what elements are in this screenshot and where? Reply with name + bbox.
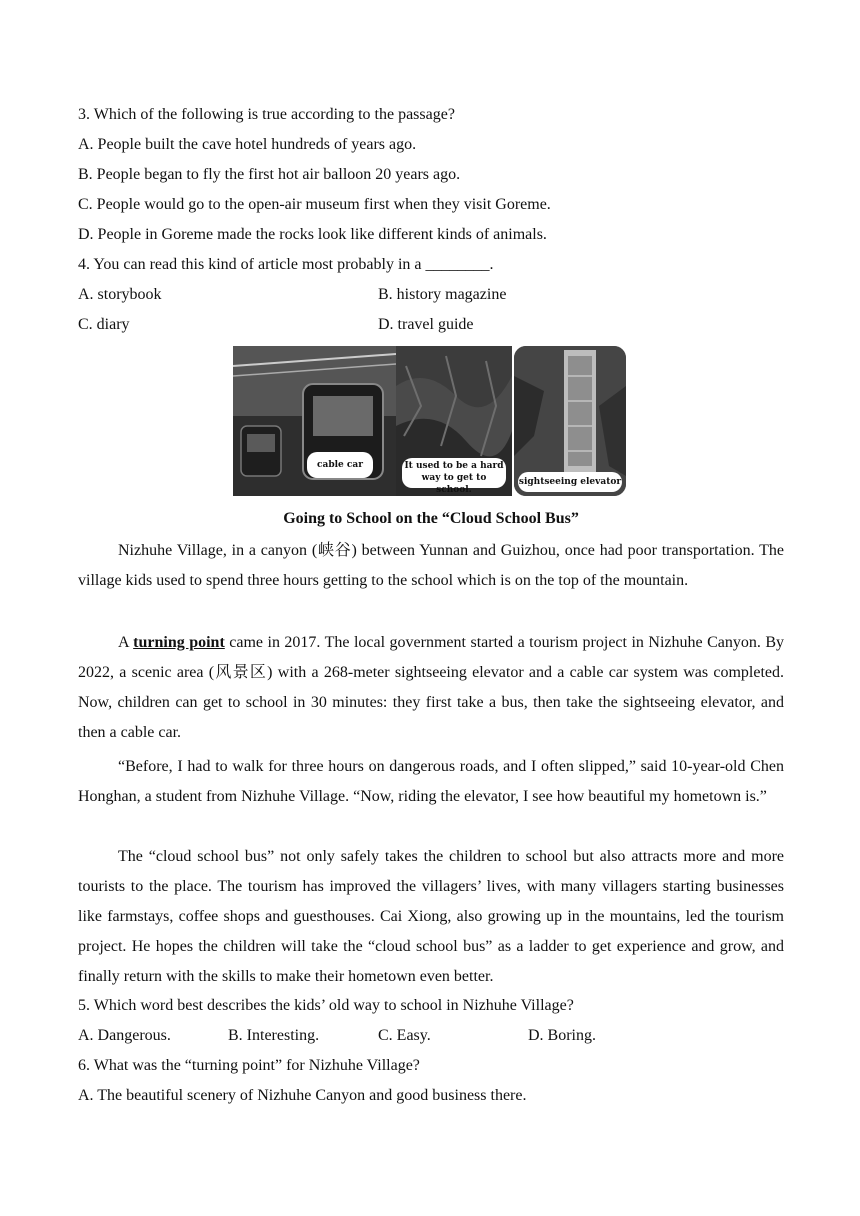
- turning-point-term: turning point: [133, 634, 225, 651]
- q3-option-a: A. People built the cave hotel hundreds of years ago.: [78, 136, 417, 153]
- q4-option-b: B. history magazine: [378, 286, 507, 303]
- paragraph-1-text: Nizhuhe Village, in a canyon (峡谷) between Yunnan and Guizhou, once had poor transportation. The village kids used to spend three hours getting to the school which is on the top of the mountain.: [78, 542, 784, 589]
- caption-elevator: sightseeing elevator: [518, 472, 622, 492]
- article-paragraph-4: [78, 842, 784, 992]
- paragraph-3-text: “Before, I had to walk for three hours on dangerous roads, and I often slipped,” said 10-year-old Chen Honghan, a student from Nizhuhe Village. “Now, riding the elevator, I see how beautiful my hometown is.”: [78, 758, 784, 805]
- paragraph-4-text: The “cloud school bus” not only safely takes the children to school but also attracts more and more tourists to the place. The tourism has improved the villagers’ lives, with many villagers starting businesses like farmstays, coffee shops and guesthouses. Cai Xiong, also growing up in the mountains, led the tourism project. He hopes the children will take the “cloud school bus” as a ladder to get experience and grow, and finally return with the skills to make their hometown even better.: [78, 848, 784, 985]
- q4-option-d: D. travel guide: [378, 316, 474, 333]
- paragraph-2-start: A: [118, 634, 134, 651]
- q4-option-c: C. diary: [78, 316, 130, 333]
- q3-option-b: B. People began to fly the first hot air balloon 20 years ago.: [78, 166, 461, 183]
- photo-cable-car: [233, 346, 396, 496]
- q3-option-d: D. People in Goreme made the rocks look like different kinds of animals.: [78, 226, 547, 243]
- article-paragraph-3: [78, 752, 784, 812]
- q5-option-c: C. Easy.: [378, 1027, 431, 1044]
- caption-hard-way: It used to be a hard way to get to school.: [402, 458, 506, 488]
- q5-option-a: A. Dangerous.: [78, 1027, 171, 1044]
- caption-cable-car: cable car: [307, 452, 373, 478]
- photo-elevator: [514, 346, 626, 496]
- q4-stem: 4. You can read this kind of article most probably in a ________.: [78, 256, 494, 273]
- q5-stem: 5. Which word best describes the kids’ old way to school in Nizhuhe Village?: [78, 997, 574, 1014]
- photo-hard-way: [396, 346, 512, 496]
- paragraph-2-rest: came in 2017. The local government started a tourism project in Nizhuhe Canyon. By 2022, a scenic area (风景区) with a 268-meter sightseeing elevator and a cable car system was completed. Now, children can get to school in 30 minutes: they first take a bus, then take the sightseeing elevator, and then a cable car.: [78, 634, 785, 741]
- article-paragraph-1: [78, 536, 784, 596]
- article-paragraph-2: [78, 628, 784, 748]
- q3-option-c: C. People would go to the open-air museum first when they visit Goreme.: [78, 196, 551, 213]
- q5-option-d: D. Boring.: [528, 1027, 596, 1044]
- q4-option-a: A. storybook: [78, 286, 162, 303]
- q6-stem: 6. What was the “turning point” for Nizhuhe Village?: [78, 1057, 420, 1074]
- article-title: Going to School on the “Cloud School Bus”: [283, 510, 579, 527]
- q6-option-a: A. The beautiful scenery of Nizhuhe Canyon and good business there.: [78, 1087, 527, 1104]
- q3-stem: 3. Which of the following is true according to the passage?: [78, 106, 455, 123]
- q5-option-b: B. Interesting.: [228, 1027, 320, 1044]
